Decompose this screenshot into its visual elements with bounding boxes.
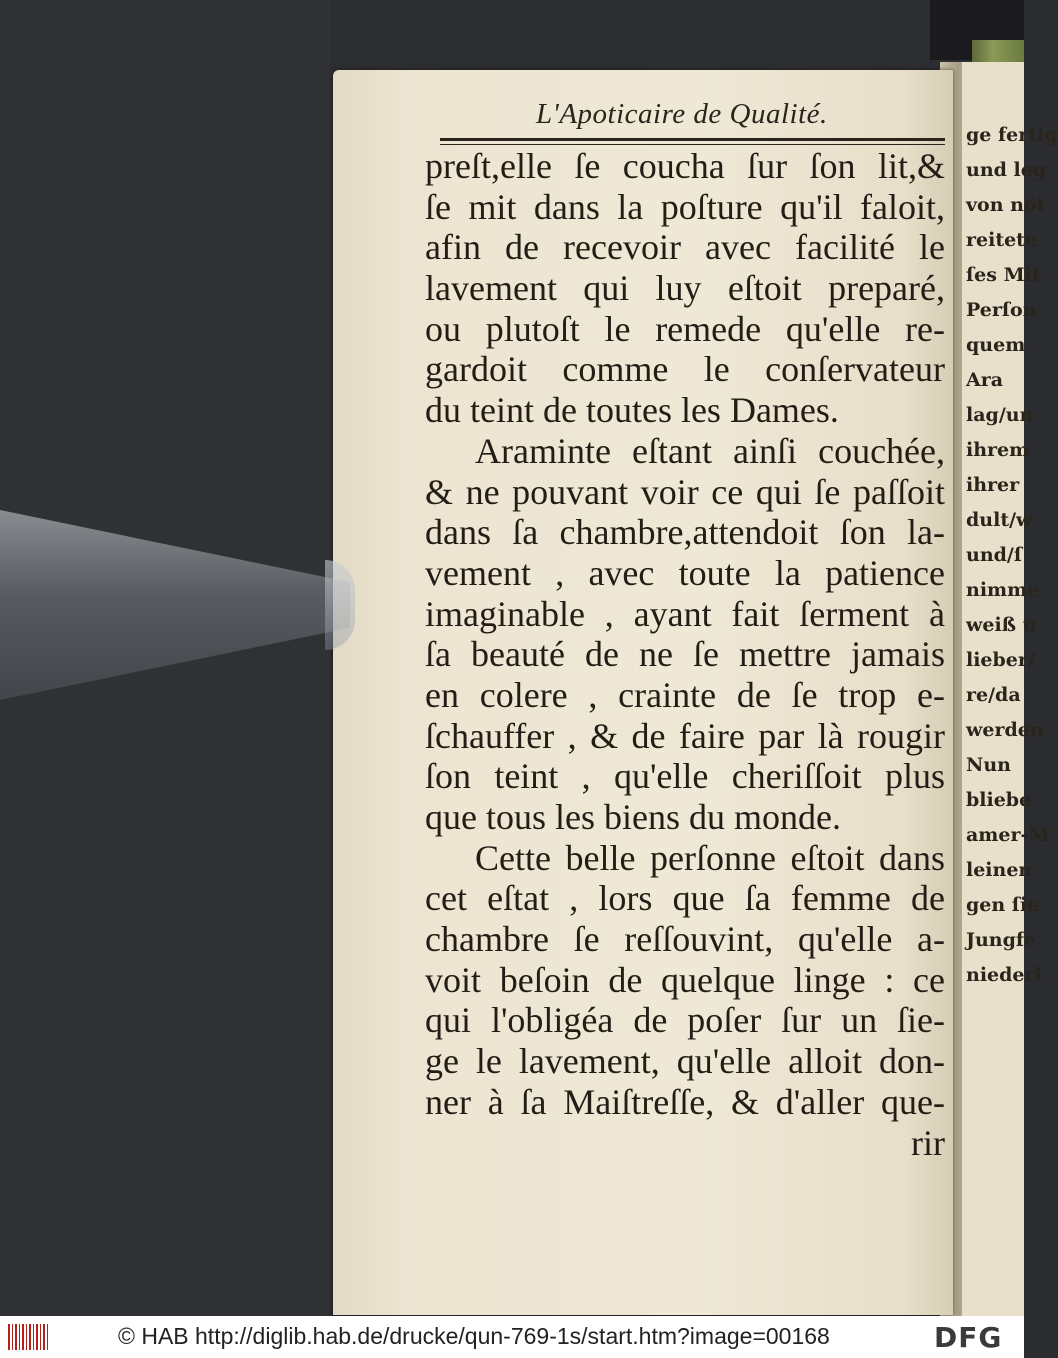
head-rule-thin <box>440 144 945 145</box>
text-line: lavement qui luy eſtoit preparé, <box>425 268 945 309</box>
facing-page <box>962 62 1058 1316</box>
facing-line: ge fertig <box>966 124 1058 146</box>
text-line: vement , avec toute la patience <box>425 552 945 593</box>
text-line: afin de recevoir avec facilité le <box>425 227 945 268</box>
viewer-footer <box>0 1316 1024 1358</box>
text-line: cet eſtat , lors que ſa femme de <box>425 878 945 919</box>
running-head: L'Apoticaire de Qualité. <box>536 98 828 130</box>
facing-line: nimme <box>966 579 1040 601</box>
facing-line: niederl <box>966 964 1042 986</box>
text-line: preſt,elle ſe coucha ſur ſon lit,& <box>425 146 945 186</box>
facing-line: gen ſie <box>966 894 1040 916</box>
head-rule <box>440 138 945 141</box>
text-line: ſe mit dans la poſture qu'il faloit, <box>425 186 945 227</box>
facing-line: Perſon <box>966 299 1037 321</box>
facing-page-text <box>962 62 1058 993</box>
text-line: Cette belle perſonne eſtoit dans <box>475 837 945 878</box>
text-line: voit beſoin de quelque linge : ce <box>425 959 945 1000</box>
text-line: ou plutoſt le remede qu'elle re- <box>425 308 945 349</box>
facing-line: Jungfe <box>966 929 1037 951</box>
text-line: du teint de toutes les Dames. <box>425 390 839 431</box>
facing-line: lag/un <box>966 404 1034 426</box>
text-line: chambre ſe reſſouvint, qu'elle a- <box>425 919 945 960</box>
facing-line: re/da <box>966 684 1021 706</box>
text-line: ge le lavement, qu'elle alloit don- <box>425 1041 945 1082</box>
facing-line: werden <box>966 719 1044 741</box>
text-line: ner à ſa Maiſtreſſe, & d'aller que- <box>425 1081 945 1122</box>
facing-line: ihrem <box>966 439 1030 461</box>
facing-line: ſes Mit <box>966 264 1041 286</box>
text-line: gardoit comme le conſervateur <box>425 349 945 390</box>
text-line: que tous les biens du monde. <box>425 797 841 837</box>
facing-line: ihrer <box>966 474 1020 496</box>
text-line: Araminte eſtant ainſi couchée, <box>475 430 945 471</box>
facing-line: dult/w <box>966 509 1033 531</box>
text-line: imaginable , ayant fait ſerment à <box>425 593 945 634</box>
facing-line: und leg <box>966 159 1047 181</box>
facing-line: Ara <box>966 369 1004 391</box>
facing-line: quem <box>966 334 1026 356</box>
facing-line: von nöt <box>966 194 1046 216</box>
facing-line: amer-M <box>966 824 1050 846</box>
text-line: ſon teint , qu'elle cheriſſoit plus <box>425 756 945 797</box>
dfg-logo: DFG <box>934 1321 1003 1354</box>
library-barcode-icon <box>8 1324 48 1350</box>
text-line: rir <box>911 1122 945 1163</box>
page-body-text <box>425 146 945 1163</box>
text-line: ſchauffer , & de faire par là rougir <box>425 715 945 756</box>
facing-line: und/ſ <box>966 544 1023 566</box>
text-line: ſa beauté de ne ſe mettre jamais <box>425 634 945 675</box>
facing-line: weiß u <box>966 614 1037 636</box>
text-line: en colere , crainte de ſe trop e- <box>425 674 945 715</box>
facing-line: bliebe <box>966 789 1032 811</box>
facing-line: lieber/ <box>966 649 1035 671</box>
text-line: dans ſa chambre,attendoit ſon la- <box>425 512 945 553</box>
facing-line: reitete <box>966 229 1038 251</box>
text-line: qui l'obligéa de poſer ſur un ſie- <box>425 1000 945 1041</box>
facing-line: leinen <box>966 859 1033 881</box>
facing-line: Nun <box>966 754 1011 776</box>
copyright-link[interactable]: © HAB http://diglib.hab.de/drucke/qun-769-1s/start.htm?image=00168 <box>118 1323 830 1349</box>
text-line: & ne pouvant voir ce qui ſe paſſoit <box>425 471 945 512</box>
